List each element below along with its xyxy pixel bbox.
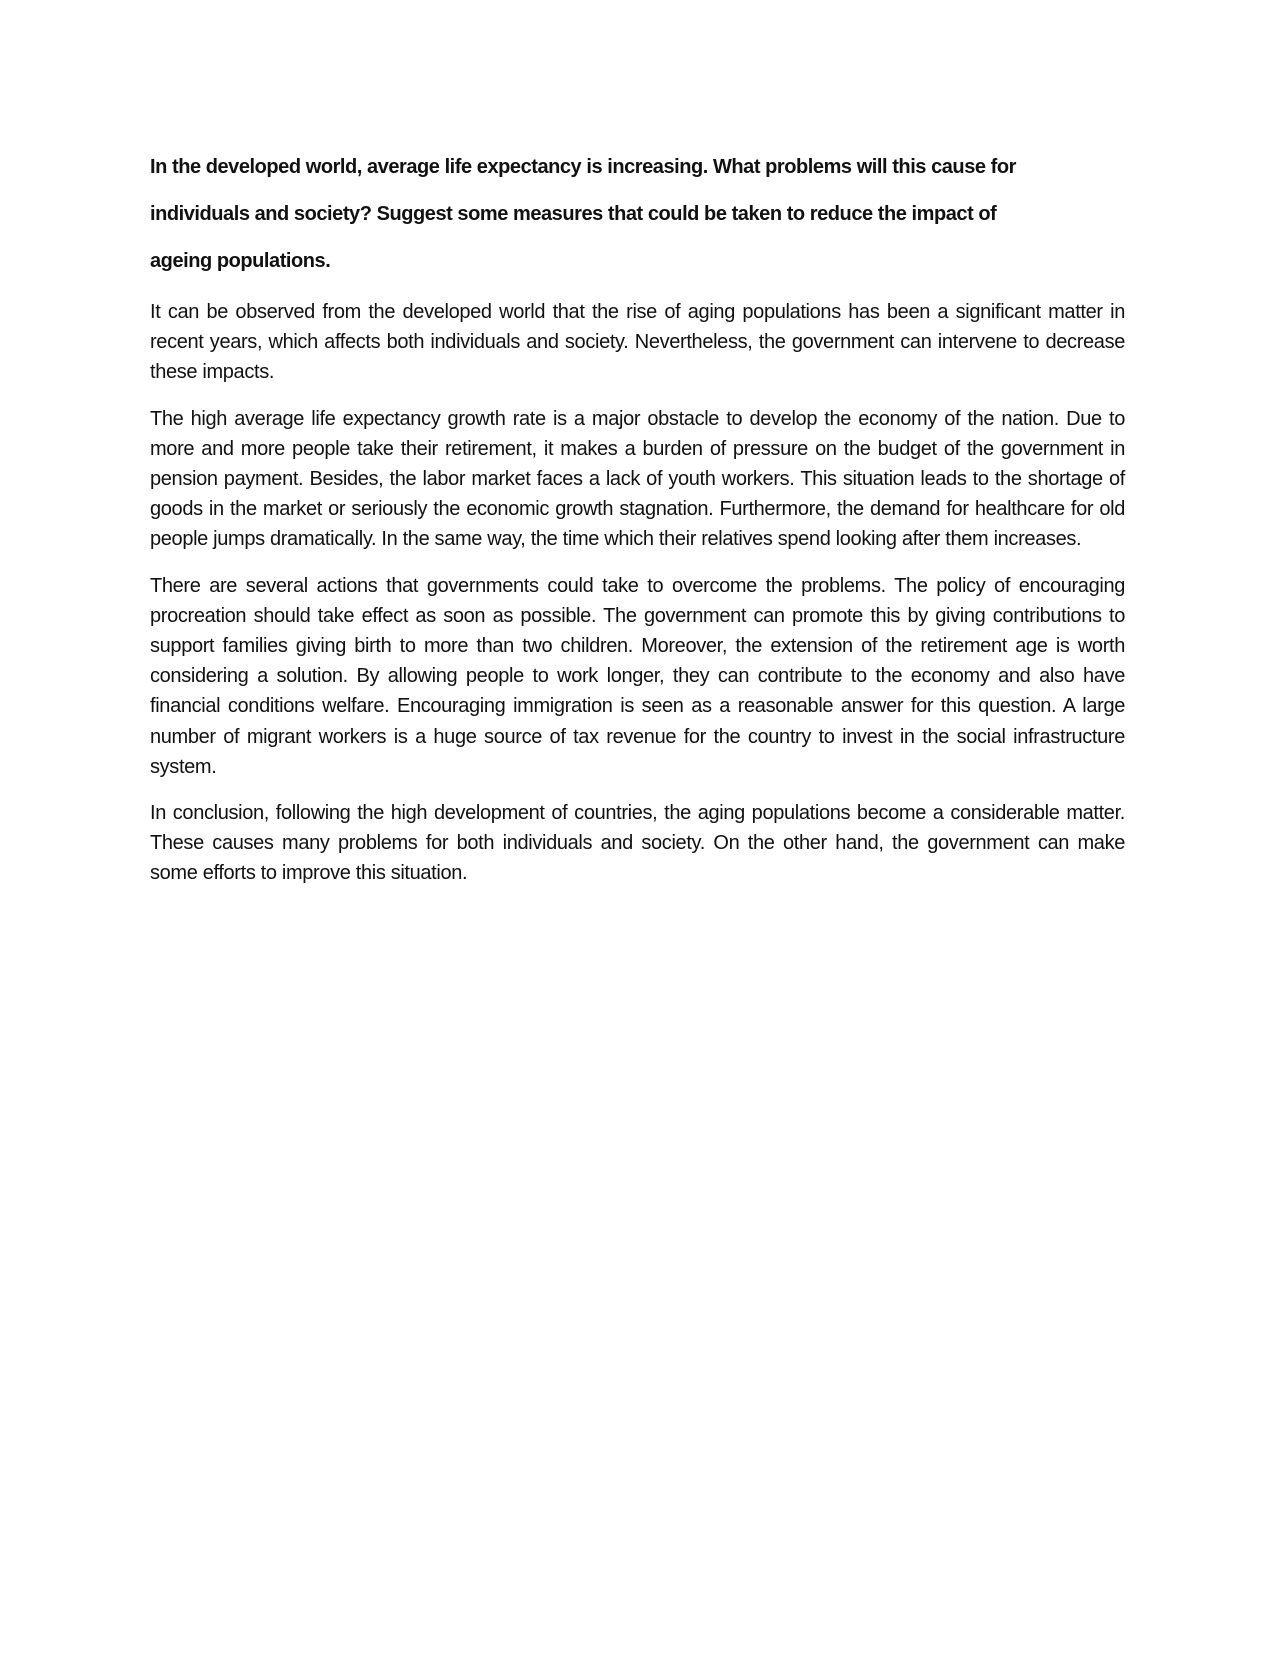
essay-prompt xyxy=(150,144,1125,285)
solutions-paragraph: There are several actions that governments could take to overcome the problems. The policy of encouraging procreation should take effect as soon as possible. The government can promote this by giving contributions to support families giving birth to more than two children. Moreover, the extension of the retirement age is worth considering a solution. By allowing people to work longer, they can contribute to the economy and also have financial conditions welfare. Encouraging immigration is seen as a reasonable answer for this question. A large number of migrant workers is a huge source of tax revenue for the country to invest in the social infrastructure system. xyxy=(150,574,1125,778)
document-body xyxy=(150,144,1125,905)
problems-paragraph: The high average life expectancy growth rate is a major obstacle to develop the economy of the nation. Due to more and more people take their retirement, it makes a burden of pressure on the budget of the government in pension payment. Besides, the labor market faces a lack of youth workers. This situation leads to the shortage of goods in the market or seriously the economic growth stagnation. Furthermore, the demand for healthcare for old people jumps dramatically. In the same way, the time which their relatives spend looking after them increases. xyxy=(150,407,1125,551)
prompt-line-1: In the developed world, average life expectancy is increasing. What problems will this cause for xyxy=(150,156,1016,178)
prompt-line-3: ageing populations. xyxy=(150,250,331,272)
conclusion-paragraph: In conclusion, following the high development of countries, the aging populations become a considerable matter. These causes many problems for both individuals and society. On the other hand, the government can make some efforts to improve this situation. xyxy=(150,802,1125,885)
introduction-paragraph: It can be observed from the developed world that the rise of aging populations has been a significant matter in recent years, which affects both individuals and society. Nevertheless, the government can intervene to decrease these impacts. xyxy=(150,301,1125,384)
prompt-line-2: individuals and society? Suggest some measures that could be taken to reduce the impact of xyxy=(150,203,997,225)
